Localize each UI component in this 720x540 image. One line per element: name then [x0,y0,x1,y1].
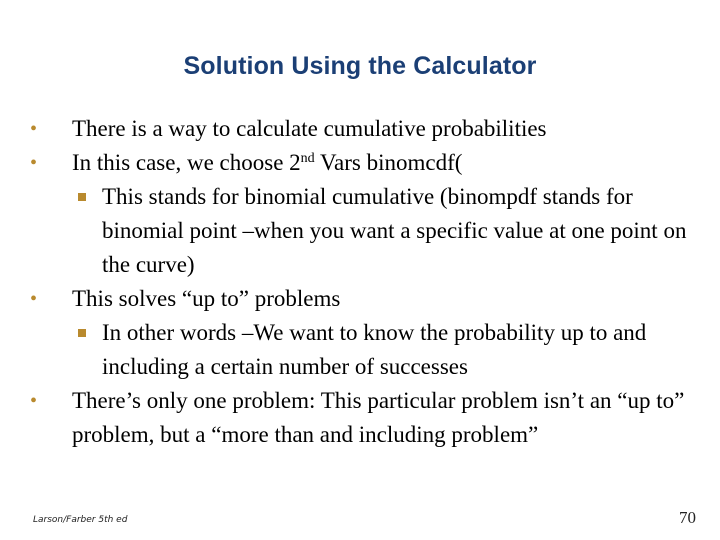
bullet-item [30,146,710,180]
bullet-text: This solves “up to” problems [72,286,341,311]
slide-title: Solution Using the Calculator [183,52,537,80]
bullet-list [30,112,710,452]
page-number: 70 [679,508,696,527]
bullet-text-prefix: In this case, we choose 2 [72,150,301,175]
bullet-square-icon [78,329,86,337]
footer-citation: Larson/Farber 5th ed [33,515,128,525]
bullet-text: There is a way to calculate cumulative probabilities [72,116,547,141]
bullet-dot-icon: • [30,118,38,140]
sub-bullet-text: This stands for binomial cumulative (binompdf stands for binomial point –when you want a specific value at one point on the curve) [102,184,687,277]
bullet-item [30,282,710,316]
superscript-nd: nd [300,151,315,166]
bullet-text-suffix: Vars binomcdf( [314,150,463,175]
bullet-dot-icon: • [30,152,38,174]
sub-bullet-item [30,316,710,384]
bullet-text: There’s only one problem: This particular problem isn’t an “up to” problem, but a “more than and including problem” [72,388,685,447]
bullet-item [30,112,710,146]
bullet-item [30,384,710,452]
bullet-square-icon [78,193,86,201]
bullet-dot-icon: • [30,390,38,412]
sub-bullet-item [30,180,710,282]
bullet-dot-icon: • [30,288,38,310]
sub-bullet-text: In other words –We want to know the probability up to and including a certain number of successes [102,320,647,379]
